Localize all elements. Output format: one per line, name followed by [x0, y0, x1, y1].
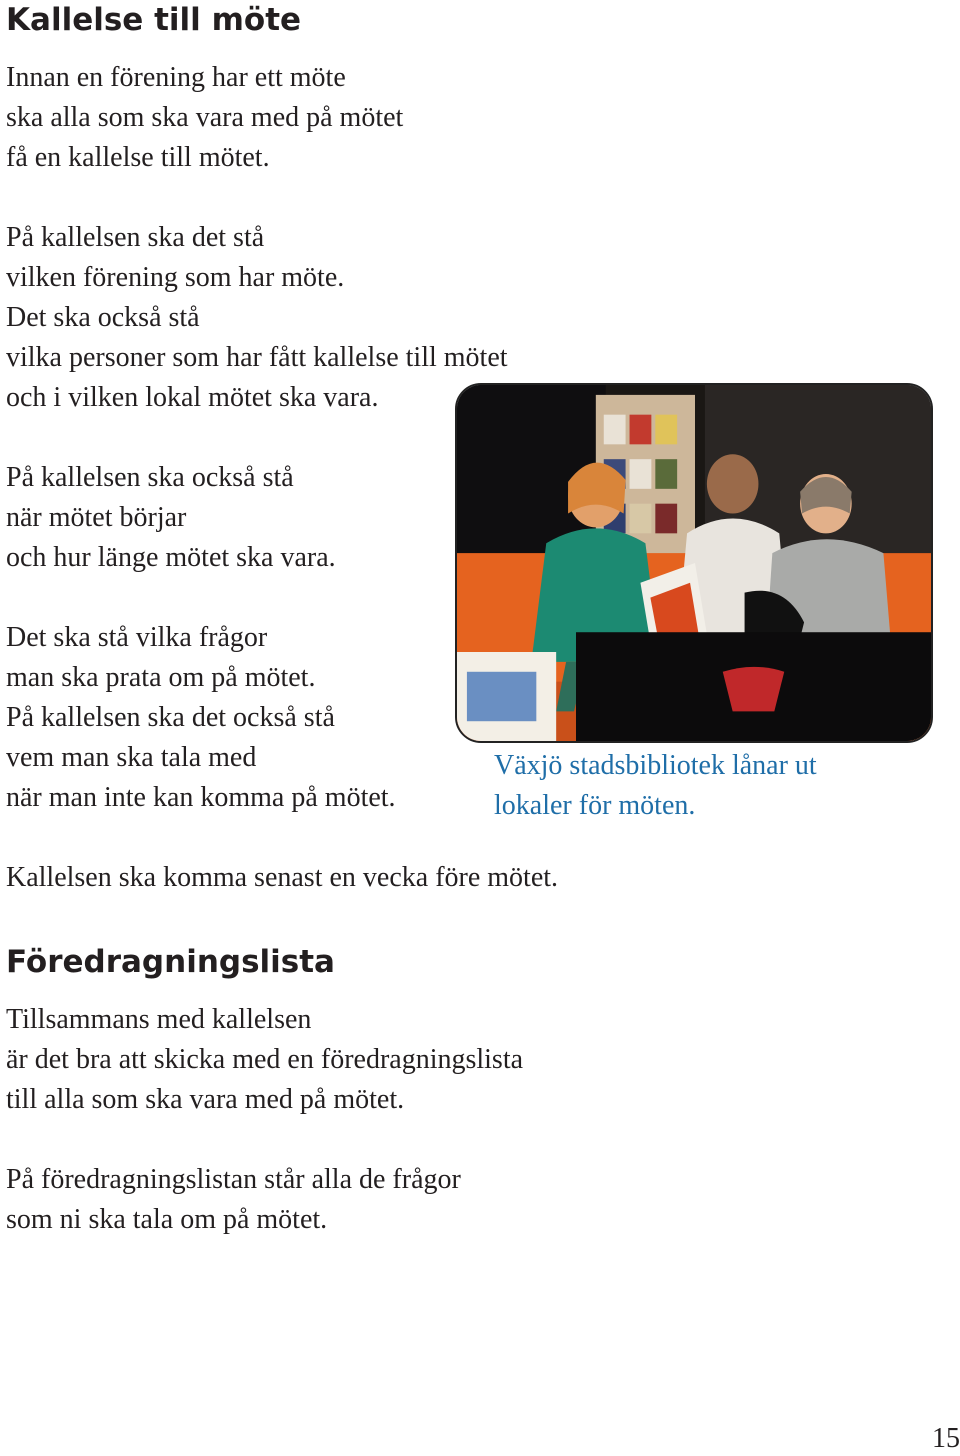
text-line: Innan en förening har ett möte [6, 62, 346, 93]
section-heading-foredragningslista: Föredragningslista [6, 944, 335, 980]
text-line: är det bra att skicka med en föredragningslista [6, 1044, 524, 1075]
photo-illustration [457, 385, 931, 741]
text-line: Det ska stå vilka frågor [6, 622, 268, 653]
photo-caption [494, 746, 817, 826]
library-meeting-photo [455, 383, 933, 743]
text-line: På kallelsen ska det också stå [6, 702, 335, 733]
section-heading-kallelse: Kallelse till möte [6, 2, 302, 38]
paragraph-intro [6, 58, 403, 178]
text-line: Det ska också stå [6, 302, 200, 333]
paragraph-agenda-contents [6, 1160, 461, 1240]
text-line: som ni ska tala om på mötet. [6, 1204, 328, 1235]
page-number: 15 [932, 1423, 960, 1454]
caption-line: Växjö stadsbibliotek lånar ut [494, 750, 817, 781]
text-line: På kallelsen ska också stå [6, 462, 294, 493]
text-line: vilken förening som har möte. [6, 262, 345, 293]
caption-line: lokaler för möten. [494, 790, 696, 821]
text-line: när man inte kan komma på mötet. [6, 782, 396, 813]
text-line: när mötet börjar [6, 502, 187, 533]
paragraph-deadline [6, 858, 558, 898]
paragraph-time [6, 458, 336, 578]
text-line: få en kallelse till mötet. [6, 142, 270, 173]
text-line: och i vilken lokal mötet ska vara. [6, 382, 379, 413]
text-line: På föredragningslistan står alla de frågor [6, 1164, 461, 1195]
text-line: På kallelsen ska det stå [6, 222, 265, 253]
paragraph-what-to-include [6, 218, 508, 418]
text-line: Tillsammans med kallelsen [6, 1004, 312, 1035]
text-line: ska alla som ska vara med på mötet [6, 102, 404, 133]
text-line: till alla som ska vara med på mötet. [6, 1084, 405, 1115]
text-line: vem man ska tala med [6, 742, 257, 773]
text-line: Kallelsen ska komma senast en vecka före mötet. [6, 862, 559, 893]
paragraph-agenda-intro [6, 1000, 523, 1120]
paragraph-questions [6, 618, 396, 818]
text-line: vilka personer som har fått kallelse till mötet [6, 342, 508, 373]
text-line: man ska prata om på mötet. [6, 662, 316, 693]
text-line: och hur länge mötet ska vara. [6, 542, 336, 573]
